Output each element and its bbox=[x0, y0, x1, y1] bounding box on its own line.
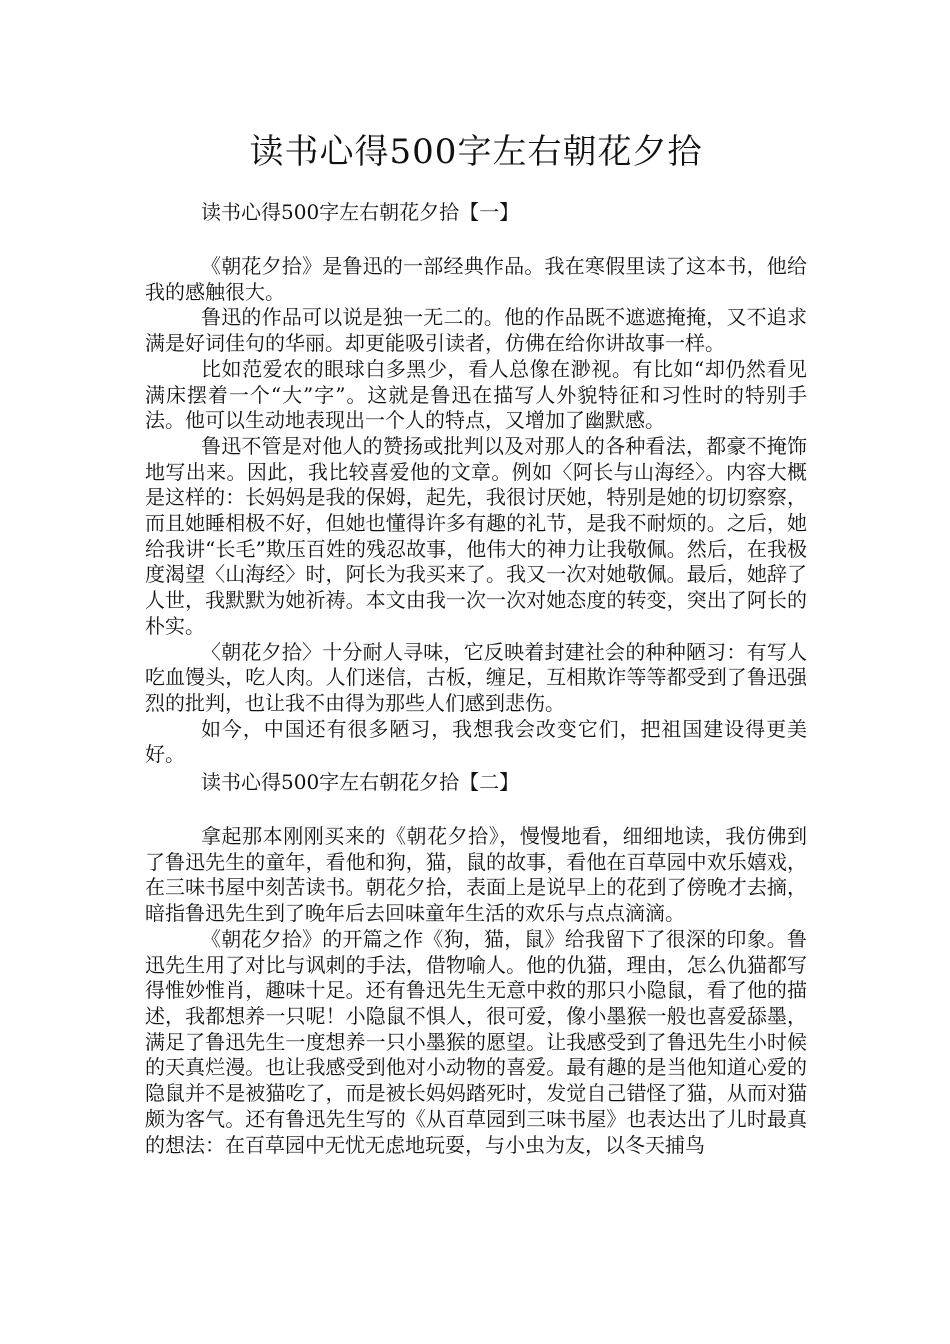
paragraph: 如今，中国还有很多陋习，我想我会改变它们，把祖国建设得更美好。 bbox=[145, 716, 807, 767]
paragraph: 《朝花夕拾》的开篇之作《狗，猫，鼠》给我留下了很深的印象。鲁迅先生用了对比与讽刺的手法，借物喻人。他的仇猫，理由，怎么仇猫都写得惟妙惟肖，趣味十足。还有鲁迅先生无意中救的那只小隐鼠，看了他的描述，我都想养一只呢！小隐鼠不惧人，很可爱，像小墨猴一般也喜爱舔墨，满足了鲁迅先生一度想养一只小墨猴的愿望。让我感受到了鲁迅先生小时候的天真烂漫。也让我感受到他对小动物的喜爱。最有趣的是当他知道心爱的隐鼠并不是被猫吃了，而是被长妈妈踏死时，发觉自己错怪了猫，从而对猫颇为客气。还有鲁迅先生写的《从百草园到三味书屋》也表达出了儿时最真的想法：在百草园中无忧无虑地玩耍，与小虫为友，以冬天捕鸟 bbox=[145, 926, 807, 1157]
blank-line bbox=[145, 226, 807, 254]
paragraph: 鲁迅不管是对他人的赞扬或批判以及对那人的各种看法，都豪不掩饰地写出来。因此，我比较喜爱他的文章。例如〈阿长与山海经〉。内容大概是这样的：长妈妈是我的保姆，起先，我很讨厌她，特别是她的切切察察，而且她睡相极不好，但她也懂得许多有趣的礼节，是我不耐烦的。之后，她给我讲“长毛”欺压百姓的残忍故事，他伟大的神力让我敬佩。然后，在我极度渴望〈山海经〉时，阿长为我买来了。我又一次对她敬佩。最后，她辞了人世，我默默为她祈祷。本文由我一次一次对她态度的转变，突出了阿长的朴实。 bbox=[145, 433, 807, 638]
paragraph: 〈朝花夕拾〉十分耐人寻味，它反映着封建社会的种种陋习：有写人吃血馒头，吃人肉。人们迷信，古板，缠足，互相欺诈等等都受到了鲁迅强烈的批判，也让我不由得为那些人们感到悲伤。 bbox=[145, 639, 807, 715]
section-one bbox=[145, 198, 807, 768]
document-page bbox=[145, 128, 807, 1158]
blank-line bbox=[145, 796, 807, 824]
paragraph: 《朝花夕拾》是鲁迅的一部经典作品。我在寒假里读了这本书，他给我的感触很大。 bbox=[145, 254, 807, 304]
paragraph: 鲁迅的作品可以说是独一无二的。他的作品既不遮遮掩掩，又不追求满是好词佳句的华丽。却更能吸引读者，仿佛在给你讲故事一样。 bbox=[145, 305, 807, 356]
paragraph: 拿起那本刚刚买来的《朝花夕拾》，慢慢地看，细细地读，我仿佛到了鲁迅先生的童年，看他和狗，猫，鼠的故事，看他在百草园中欢乐嬉戏，在三味书屋中刻苦读书。朝花夕拾，表面上是说早上的花到了傍晚才去摘，暗指鲁迅先生到了晚年后去回味童年生活的欢乐与点点滴滴。 bbox=[145, 824, 807, 926]
section-heading: 读书心得500字左右朝花夕拾【一】 bbox=[201, 200, 520, 224]
document-title: 读书心得500字左右朝花夕拾 bbox=[249, 132, 703, 172]
paragraph: 比如范爱农的眼球白多黑少，看人总像在渺视。有比如“却仍然看见满床摆着一个“大”字”。这就是鲁迅在描写人外貌特征和习性时的特别手法。他可以生动地表现出一个人的特点，又增加了幽默感。 bbox=[145, 356, 807, 433]
section-heading: 读书心得500字左右朝花夕拾【二】 bbox=[201, 770, 520, 795]
section-two bbox=[145, 768, 807, 1158]
